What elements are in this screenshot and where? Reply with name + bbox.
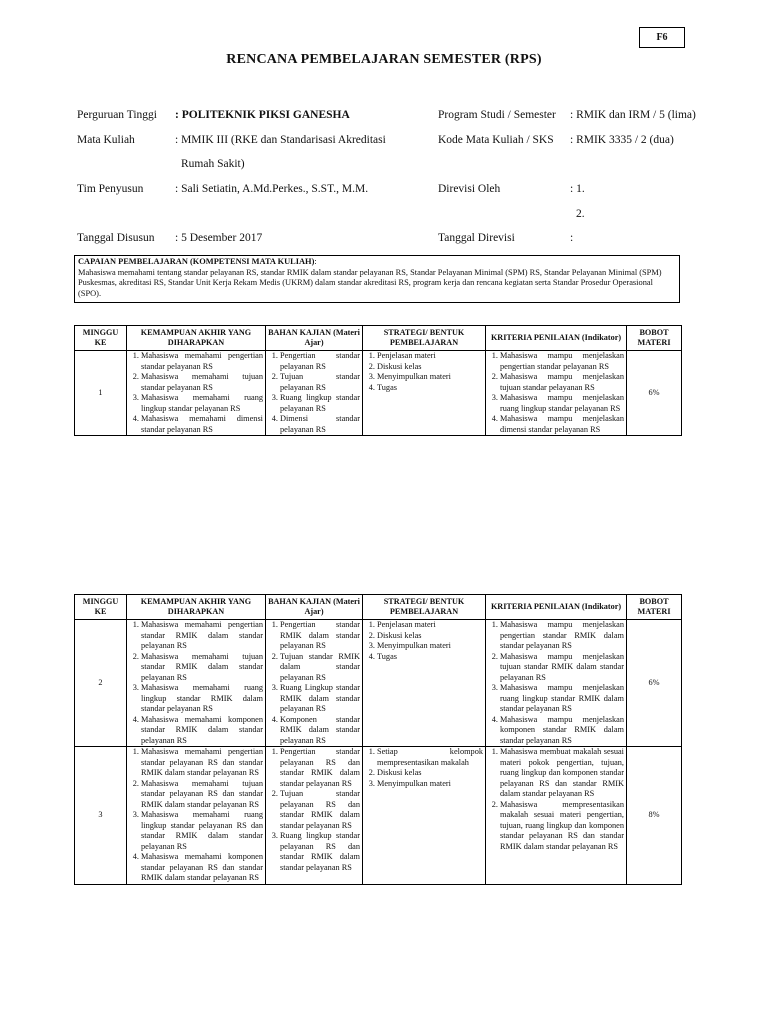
bobot-cell: 6% xyxy=(627,620,682,747)
list-item: 1. Mahasiswa memahami pengertian standar RMIK dalam standar pelayanan RS xyxy=(141,620,263,652)
rps-table-2 xyxy=(74,594,682,885)
table-header-row xyxy=(75,326,682,351)
list-item: 2. Mahasiswa mampu menjelaskan tujuan standar pelayanan RS xyxy=(500,372,624,393)
program-value: : RMIK dan IRM / 5 (lima) xyxy=(570,109,696,121)
direvisi-value-1: : 1. xyxy=(570,183,585,195)
strategi-cell xyxy=(363,351,486,436)
kemampuan-cell-list xyxy=(129,747,263,884)
minggu-cell: 2 xyxy=(75,620,127,747)
direvisi-value-2: 2. xyxy=(576,208,585,220)
list-item: 3. Menyimpulkan materi xyxy=(377,641,483,652)
bahan-cell xyxy=(266,620,363,747)
kemampuan-cell xyxy=(127,351,266,436)
list-item: 4. Mahasiswa mampu menjelaskan komponen standar RMIK dalam standar pelayanan RS xyxy=(500,715,624,747)
table-header-row xyxy=(75,595,682,620)
matkul-label: Mata Kuliah xyxy=(77,134,135,146)
list-item: 2. Tujuan standar pelayanan RS xyxy=(280,372,360,393)
list-item: 2. Tujuan standar RMIK dalam standar pelayanan RS xyxy=(280,652,360,684)
col-bobot-header: BOBOT MATERI xyxy=(627,595,682,620)
list-item: 1. Penjelasan materi xyxy=(377,351,483,362)
col-minggu-header: MINGGU KE xyxy=(75,595,127,620)
list-item: 4. Mahasiswa memahami komponen standar RMIK dalam standar pelayanan RS xyxy=(141,715,263,747)
list-item: 1. Penjelasan materi xyxy=(377,620,483,631)
list-item: 3. Mahasiswa memahami ruang lingkup standar pelayanan RS xyxy=(141,393,263,414)
perguruan-value: : POLITEKNIK PIKSI GANESHA xyxy=(175,109,350,121)
list-item: 4. Mahasiswa mampu menjelaskan dimensi standar pelayanan RS xyxy=(500,414,624,435)
tanggal-label: Tanggal Disusun xyxy=(77,232,155,244)
bahan-cell-list xyxy=(268,620,360,746)
strategi-cell xyxy=(363,620,486,747)
strategi-cell-list xyxy=(365,747,483,789)
kode-label: Kode Mata Kuliah / SKS xyxy=(438,134,554,146)
list-item: 2. Mahasiswa memahami tujuan standar pelayanan RS xyxy=(141,372,263,393)
tim-label: Tim Penyusun xyxy=(77,183,144,195)
list-item: 2. Diskusi kelas xyxy=(377,631,483,642)
kemampuan-cell-list xyxy=(129,620,263,746)
col-minggu-header: MINGGU KE xyxy=(75,326,127,351)
perguruan-label: Perguruan Tinggi xyxy=(77,109,157,121)
list-item: 2. Diskusi kelas xyxy=(377,362,483,373)
document-title: RENCANA PEMBELAJARAN SEMESTER (RPS) xyxy=(226,52,542,67)
list-item: 4. Mahasiswa memahami dimensi standar pelayanan RS xyxy=(141,414,263,435)
list-item: 1. Pengertian standar pelayanan RS dan standar RMIK dalam standar pelayanan RS xyxy=(280,747,360,789)
tgl-direvisi-label: Tanggal Direvisi xyxy=(438,232,515,244)
list-item: 1. Mahasiswa memahami pengertian standar pelayanan RS dan standar RMIK dalam standar pelayanan RS xyxy=(141,747,263,779)
matkul-value-line2: Rumah Sakit) xyxy=(181,158,245,170)
col-bahan-header: BAHAN KAJIAN (Materi Ajar) xyxy=(266,595,363,620)
list-item: 2. Mahasiswa memahami tujuan standar RMIK dalam standar pelayanan RS xyxy=(141,652,263,684)
list-item: 4. Tugas xyxy=(377,652,483,663)
tim-value: : Sali Setiatin, A.Md.Perkes., S.ST., M.M. xyxy=(175,183,369,195)
col-bobot-header: BOBOT MATERI xyxy=(627,326,682,351)
kemampuan-cell xyxy=(127,747,266,885)
minggu-cell: 1 xyxy=(75,351,127,436)
minggu-cell: 3 xyxy=(75,747,127,885)
program-label: Program Studi / Semester xyxy=(438,109,556,121)
bahan-cell-list xyxy=(268,351,360,435)
rps-table-1 xyxy=(74,325,682,436)
list-item: 4. Komponen standar RMIK dalam standar pelayanan RS xyxy=(280,715,360,747)
capaian-box: CAPAIAN PEMBELAJARAN (KOMPETENSI MATA KULIAH): Mahasiswa memahami tentang standar pelayanan RS, standar RMIK dalam standar pelayanan RS, Standar Pelayanan Minimal (SPM) RS, Standar Pelayanan Minimal (SPM) Puskesmas, akreditasi RS, Standar Unit Kerja Rekam Medis (UKRM) dalam standar akreditasi RS, program kerja dan rencana kegiatan serta Standar Prosedur Operasional (SPO). xyxy=(74,255,680,303)
list-item: 4. Dimensi standar pelayanan RS xyxy=(280,414,360,435)
kode-value: : RMIK 3335 / 2 (dua) xyxy=(570,134,674,146)
kriteria-cell xyxy=(486,620,627,747)
list-item: 3. Mahasiswa mampu menjelaskan ruang lingkup standar RMIK dalam standar pelayanan RS xyxy=(500,683,624,715)
list-item: 3. Ruang lingkup standar pelayanan RS xyxy=(280,393,360,414)
tgl-direvisi-value: : xyxy=(570,232,574,244)
list-item: 3. Ruang lingkup standar pelayanan RS dan standar RMIK dalam standar pelayanan RS xyxy=(280,831,360,873)
list-item: 1. Pengertian standar pelayanan RS xyxy=(280,351,360,372)
col-bahan-header: BAHAN KAJIAN (Materi Ajar) xyxy=(266,326,363,351)
list-item: 1. Pengertian standar RMIK dalam standar pelayanan RS xyxy=(280,620,360,652)
list-item: 2. Mahasiswa memahami tujuan standar pelayanan RS dan standar RMIK dalam standar pelayanan RS xyxy=(141,779,263,811)
strategi-cell-list xyxy=(365,620,483,662)
kriteria-cell xyxy=(486,747,627,885)
table-row xyxy=(75,620,682,747)
list-item: 2. Tujuan standar pelayanan RS dan standar RMIK dalam standar pelayanan RS xyxy=(280,789,360,831)
list-item: 1. Mahasiswa mampu menjelaskan pengertian standar pelayanan RS xyxy=(500,351,624,372)
table-row xyxy=(75,747,682,885)
list-item: 1. Setiap kelompok mempresentasikan makalah xyxy=(377,747,483,768)
list-item: 1. Mahasiswa mampu menjelaskan pengertian standar RMIK dalam standar pelayanan RS xyxy=(500,620,624,652)
matkul-value: : MMIK III (RKE dan Standarisasi Akreditasi xyxy=(175,134,386,146)
bahan-cell-list xyxy=(268,747,360,873)
kriteria-cell-list xyxy=(488,747,624,852)
col-strategi-header: STRATEGI/ BENTUK PEMBELAJARAN xyxy=(363,326,486,351)
table-row xyxy=(75,351,682,436)
list-item: 2. Mahasiswa mampu menjelaskan tujuan standar RMIK dalam standar pelayanan RS xyxy=(500,652,624,684)
list-item: 4. Mahasiswa memahami komponen standar pelayanan RS dan standar RMIK dalam standar pelayanan RS xyxy=(141,852,263,884)
col-kriteria-header: KRITERIA PENILAIAN (Indikator) xyxy=(486,326,627,351)
kriteria-cell xyxy=(486,351,627,436)
kemampuan-cell-list xyxy=(129,351,263,435)
bahan-cell xyxy=(266,351,363,436)
bobot-cell: 6% xyxy=(627,351,682,436)
col-strategi-header: STRATEGI/ BENTUK PEMBELAJARAN xyxy=(363,595,486,620)
list-item: 1. Mahasiswa membuat makalah sesuai materi pokok pengertian, tujuan, ruang lingkup dan komponen standar pelayanan RS dan standar RMIK dalam standar pelayanan RS xyxy=(500,747,624,800)
col-kemampuan-header: KEMAMPUAN AKHIR YANG DIHARAPKAN xyxy=(127,326,266,351)
list-item: 4. Tugas xyxy=(377,383,483,394)
col-kemampuan-header: KEMAMPUAN AKHIR YANG DIHARAPKAN xyxy=(127,595,266,620)
tanggal-value: : 5 Desember 2017 xyxy=(175,232,263,244)
list-item: 3. Menyimpulkan materi xyxy=(377,779,483,790)
form-code: F6 xyxy=(639,27,685,48)
list-item: 3. Mahasiswa memahami ruang lingkup standar RMIK dalam standar pelayanan RS xyxy=(141,683,263,715)
capaian-title: CAPAIAN PEMBELAJARAN (KOMPETENSI MATA KULIAH) xyxy=(78,257,315,266)
list-item: 1. Mahasiswa memahami pengertian standar pelayanan RS xyxy=(141,351,263,372)
bobot-cell: 8% xyxy=(627,747,682,885)
list-item: 3. Menyimpulkan materi xyxy=(377,372,483,383)
list-item: 3. Mahasiswa mampu menjelaskan ruang lingkup standar pelayanan RS xyxy=(500,393,624,414)
list-item: 3. Mahasiswa memahami ruang lingkup standar pelayanan RS dan standar RMIK dalam standar pelayanan RS xyxy=(141,810,263,852)
strategi-cell xyxy=(363,747,486,885)
capaian-text: Mahasiswa memahami tentang standar pelayanan RS, standar RMIK dalam standar pelayanan RS, Standar Pelayanan Minimal (SPM) RS, Standar Pelayanan Minimal (SPM) Puskesmas, akreditasi RS, Standar Unit Kerja Rekam Medis (UKRM) dalam standar akreditasi RS, program kerja dan rencana kegiatan serta Standar Prosedur Operasional (SPO). xyxy=(78,267,662,298)
kriteria-cell-list xyxy=(488,620,624,746)
direvisi-label: Direvisi Oleh xyxy=(438,183,501,195)
strategi-cell-list xyxy=(365,351,483,393)
kemampuan-cell xyxy=(127,620,266,747)
list-item: 3. Ruang Lingkup standar RMIK dalam standar pelayanan RS xyxy=(280,683,360,715)
bahan-cell xyxy=(266,747,363,885)
col-kriteria-header: KRITERIA PENILAIAN (Indikator) xyxy=(486,595,627,620)
list-item: 2. Mahasiswa mempresentasikan makalah sesuai materi pengertian, tujuan, ruang lingkup dan komponen standar pelayanan RS dan standar RMIK dalam standar pelayanan RS xyxy=(500,800,624,853)
list-item: 2. Diskusi kelas xyxy=(377,768,483,779)
kriteria-cell-list xyxy=(488,351,624,435)
